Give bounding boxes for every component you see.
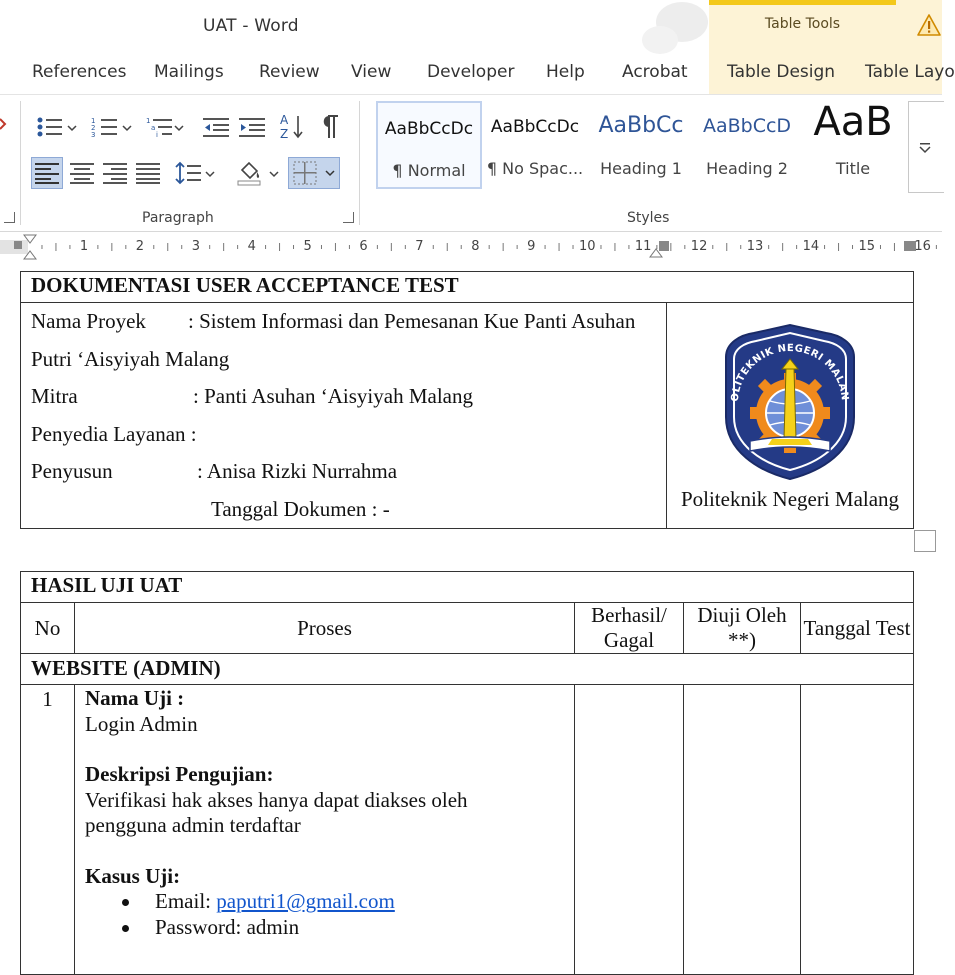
info-line-penyusun: [31, 453, 656, 491]
ribbon-tabs: [0, 52, 955, 94]
background-decoration: [630, 0, 710, 60]
table-tools-label: Table Tools: [764, 16, 841, 32]
align-left-button[interactable]: [31, 157, 63, 189]
label-penyedia-layanan: Penyedia Layanan :: [31, 421, 197, 446]
styles-group-label: Styles: [627, 210, 670, 226]
section-header-website-admin[interactable]: WEBSITE (ADMIN): [21, 654, 914, 685]
svg-text:i: i: [156, 131, 158, 139]
column-header-proses[interactable]: Proses: [75, 603, 575, 654]
pilcrow-icon: [320, 113, 340, 139]
ruler-number: 11: [634, 239, 652, 254]
numbering-icon: [91, 116, 117, 138]
value-penyusun: : Anisa Rizki Nurrahma: [197, 459, 398, 483]
uat-results-table[interactable]: [20, 571, 914, 975]
label-nama-proyek: Nama Proyek: [31, 309, 146, 333]
justify-button[interactable]: [133, 157, 163, 189]
bullets-icon: [36, 116, 62, 138]
ruler-number: 8: [471, 239, 480, 254]
numbering-button[interactable]: [88, 113, 120, 141]
ruler-number: 16: [914, 239, 931, 254]
chevron-down-icon[interactable]: [269, 171, 279, 177]
value-nama-proyek: : Sistem Informasi dan Pemesanan Kue Panti Asuhan: [188, 309, 636, 333]
column-header-diuji-oleh[interactable]: Diuji Oleh **): [684, 603, 801, 654]
sort-icon: [280, 112, 304, 140]
deskripsi-label: Deskripsi Pengujian:: [85, 762, 274, 786]
column-header-tanggal-test[interactable]: Tanggal Test: [801, 603, 914, 654]
line-spacing-button[interactable]: [173, 157, 203, 189]
chevron-down-icon: [325, 170, 335, 176]
decrease-indent-button[interactable]: [200, 113, 232, 141]
ruler-number: 10: [579, 239, 596, 254]
style-normal[interactable]: [376, 101, 482, 189]
document-page[interactable]: [0, 262, 942, 960]
style-name: Heading 1: [600, 159, 682, 178]
style-no-spacing[interactable]: [482, 101, 588, 189]
borders-button[interactable]: [288, 157, 340, 189]
row-number[interactable]: 1: [21, 685, 75, 975]
tab-mailings[interactable]: Mailings: [154, 62, 224, 82]
ribbon: [0, 94, 942, 232]
info-line-tanggal: [31, 491, 656, 529]
kasus-uji-label: Kasus Uji:: [85, 863, 181, 888]
svg-text:2: 2: [91, 124, 96, 132]
ruler-number: 4: [247, 239, 256, 254]
tab-developer[interactable]: Developer: [427, 62, 515, 82]
ruler-number: 2: [135, 239, 145, 254]
styles-more-button[interactable]: [908, 101, 944, 193]
document-title: UAT - Word: [203, 16, 299, 36]
list-item: [121, 889, 564, 915]
tester-cell[interactable]: [684, 685, 801, 975]
borders-icon: [293, 161, 317, 185]
align-right-button[interactable]: [100, 157, 130, 189]
ruler-number: 5: [303, 239, 312, 254]
chevron-down-icon[interactable]: [205, 171, 215, 177]
style-heading-2[interactable]: [694, 101, 800, 189]
ruler-number: 9: [527, 239, 536, 254]
ruler-number: 6: [359, 239, 368, 254]
email-label: Email:: [155, 889, 217, 913]
increase-indent-button[interactable]: [236, 113, 268, 141]
nama-uji-label: Nama Uji :: [85, 686, 185, 710]
polinema-logo-emblem: [710, 321, 870, 483]
tab-table-layout[interactable]: Table Layo: [865, 62, 955, 82]
tab-table-design[interactable]: Table Design: [727, 62, 836, 82]
uat-header-table[interactable]: [20, 271, 914, 529]
ruler-number: 7: [415, 239, 424, 254]
tab-view[interactable]: View: [351, 62, 392, 82]
shading-button[interactable]: [233, 157, 265, 189]
align-center-button[interactable]: [67, 157, 97, 189]
info-line-project-cont: [31, 341, 656, 379]
info-line-mitra: [31, 378, 656, 416]
group-separator: [20, 101, 21, 225]
style-preview: AaBbCcDc: [384, 119, 474, 139]
align-left-icon: [35, 162, 59, 184]
chevron-down-icon[interactable]: [174, 125, 184, 131]
font-dialog-launcher[interactable]: [4, 212, 15, 223]
style-preview: AaB: [813, 99, 893, 145]
tab-references[interactable]: References: [32, 62, 127, 82]
styles-gallery: [373, 101, 904, 193]
increase-indent-icon: [239, 116, 265, 138]
email-link[interactable]: paputri1@gmail.com: [216, 889, 395, 913]
table-row: [21, 685, 914, 975]
warning-icon[interactable]: [917, 14, 941, 36]
style-name: ¶ No Spac...: [486, 159, 584, 178]
polinema-logo: [710, 321, 870, 483]
project-info-cell[interactable]: [21, 303, 667, 529]
logo-text: OLITEKNIK NEGERI MALAN: [729, 342, 851, 403]
svg-text:1: 1: [91, 117, 96, 125]
font-group-edge-icon: [0, 117, 6, 131]
kasus-uji-list: [85, 889, 564, 940]
svg-text:Z: Z: [280, 127, 289, 141]
info-line-project: [31, 303, 656, 341]
tab-acrobat[interactable]: Acrobat: [622, 62, 688, 82]
svg-text:1: 1: [146, 117, 151, 125]
chevron-down-icon[interactable]: [67, 125, 77, 131]
label-mitra: Mitra: [31, 384, 78, 408]
tab-help[interactable]: Help: [546, 62, 585, 82]
multilevel-list-button[interactable]: [143, 113, 175, 141]
test-date-cell[interactable]: [801, 685, 914, 975]
column-header-berhasil-gagal[interactable]: Berhasil/ Gagal: [575, 603, 684, 654]
ruler-number: 13: [746, 239, 764, 254]
style-preview: AaBbCc: [598, 113, 684, 138]
info-line-penyedia: [31, 416, 656, 454]
institution-name: Politeknik Negeri Malang: [680, 487, 900, 511]
svg-text:a: a: [151, 124, 156, 132]
ruler-number: 1: [79, 239, 89, 254]
table-header-cell[interactable]: DOKUMENTASI USER ACCEPTANCE TEST: [21, 272, 914, 303]
align-center-icon: [70, 162, 94, 184]
style-name: Title: [835, 159, 871, 178]
paragraph-dialog-launcher[interactable]: [343, 212, 354, 223]
ruler-number: 14: [802, 239, 820, 254]
chevron-down-icon[interactable]: [122, 125, 132, 131]
svg-text:3: 3: [91, 131, 96, 139]
label-penyusun: Penyusun: [31, 459, 113, 483]
style-preview: AaBbCcDc: [490, 117, 580, 137]
svg-text:A: A: [280, 113, 289, 127]
value-tanggal-dokumen: Tanggal Dokumen : -: [211, 496, 390, 521]
logo-cell[interactable]: [667, 303, 914, 529]
process-cell[interactable]: [75, 685, 575, 975]
bullets-button[interactable]: [33, 113, 65, 141]
style-title[interactable]: [800, 101, 906, 189]
style-name: ¶ Normal: [392, 161, 466, 180]
style-heading-1[interactable]: [588, 101, 694, 189]
spacer: [85, 737, 564, 762]
ruler-number: 3: [191, 239, 200, 254]
column-header-no[interactable]: No: [21, 603, 75, 654]
show-formatting-button[interactable]: [316, 111, 344, 141]
multilevel-list-icon: [146, 116, 172, 138]
justify-icon: [136, 162, 160, 184]
paint-bucket-icon: [236, 160, 262, 186]
group-separator: [359, 101, 360, 225]
decrease-indent-icon: [203, 116, 229, 138]
table-header-cell[interactable]: HASIL UJI UAT: [21, 572, 914, 603]
line-spacing-icon: [175, 161, 201, 185]
expand-gallery-icon: [919, 142, 931, 154]
paragraph-group-label: Paragraph: [142, 210, 214, 226]
sort-button[interactable]: [278, 111, 306, 141]
project-name-continued: Putri ‘Aisyiyah Malang: [31, 346, 230, 371]
ruler-number: 15: [858, 239, 876, 254]
tab-review[interactable]: Review: [259, 62, 320, 82]
nama-uji-value: Login Admin: [85, 711, 198, 736]
deskripsi-value: Verifikasi hak akses hanya dapat diakses oleh pengguna admin terdaftar: [85, 787, 468, 837]
list-item: Password: admin: [121, 915, 564, 941]
spacer: [85, 839, 564, 864]
table-resize-handle[interactable]: [914, 530, 936, 552]
style-preview: AaBbCcD: [702, 115, 792, 137]
horizontal-ruler[interactable]: [0, 233, 942, 261]
value-mitra: : Panti Asuhan ‘Aisyiyah Malang: [193, 384, 473, 408]
align-right-icon: [103, 162, 127, 184]
result-cell[interactable]: [575, 685, 684, 975]
ruler-number: 12: [690, 239, 708, 254]
style-name: Heading 2: [706, 159, 788, 178]
